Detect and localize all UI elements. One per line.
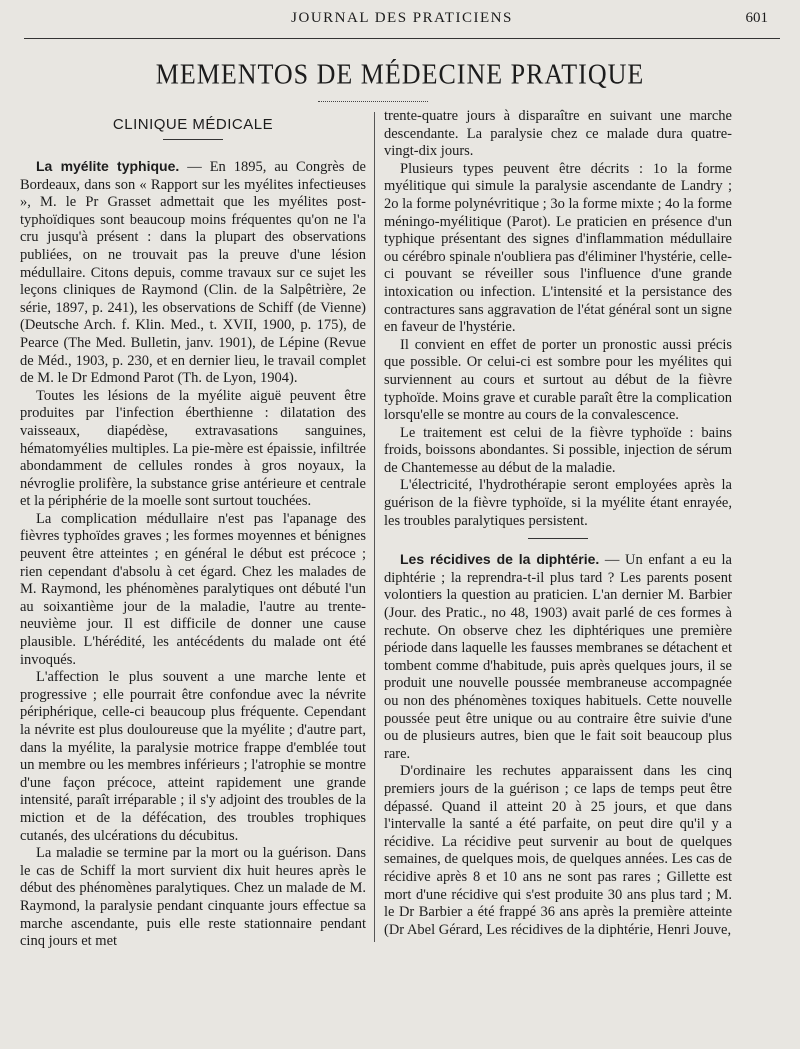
- paragraph: D'ordinaire les rechutes apparaissent dans les cinq premiers jours de la guérison ; ce laps de temps peut être dépassé. Quand il atteint 20 à 25 jours, et que dans l'intervalle la santé a été parfaite, on peut dire qu'il y a récidive. La récidive peut survenir au bout de quelques semaines, de quelques mois, de quelques années. Les cas de récidive après 8 et 10 ans ne sont pas rares ; Gillette est mort d'une récidive qui s'est produite 30 ans plus tard ; M. le Dr Barbier a été frappé 36 ans après la première atteinte (Dr Abel Gérard, Les récidives de la diphtérie, Henri Jouve,: [384, 763, 732, 938]
- paragraph: Le traitement est celui de la fièvre typhoïde : bains froids, boissons abondantes. Si possible, injection de sérum de Chantemesse au début de la maladie.: [384, 424, 732, 476]
- paragraph: La maladie se termine par la mort ou la guérison. Dans le cas de Schiff la mort survient dix huit heures après le début des phénomènes paralytiques. Chez un malade de M. Raymond, la paralysie pendant cinquante jours effectue sa marche ascendante, puis elle reste stationnaire pendant cinq jours et met: [20, 845, 366, 950]
- right-column: [384, 108, 732, 939]
- left-column: [20, 112, 366, 951]
- section-heading: CLINIQUE MÉDICALE: [112, 116, 274, 133]
- section-rule: [163, 139, 223, 140]
- paragraph: Toutes les lésions de la myélite aiguë peuvent être produites par l'infection éberthienne : dilatation des vaisseaux, diapédèse, extravasations sanguines, hématomyélies multiples. La pie-mère est épaissie, infiltrée abondamment de cellules rondes à gros noyaux, la névroglie prolifère, la substance grise antérieure et centrale et la périphérie de la moelle sont surtout touchées.: [20, 387, 366, 510]
- article-separator: [528, 538, 588, 539]
- page-number: 601: [745, 10, 768, 26]
- column-divider: [374, 112, 375, 942]
- paragraph: L'affection le plus souvent a une marche lente et progressive ; elle pourrait être confondue avec la névrite périphérique, celle-ci beaucoup plus fréquente. Cependant la névrite est plus douloureuse que la myélite ; d'autre part, dans la myélite, la paralysie motrice frappe d'emblée tout un membre ou les membres inférieurs ; l'atrophie se montre d'une façon précoce, atteint rapidement une grande intensité, paraît irréparable ; il s'y adjoint des troubles de la miction et de la défécation, des troubles trophiques cutanés, des ulcérations du décubitus.: [20, 669, 366, 844]
- article-runin-title: Les récidives de la diphtérie.: [400, 551, 600, 568]
- header-rule: [24, 38, 780, 39]
- title-ornament: [318, 101, 428, 102]
- paragraph: Il convient en effet de porter un pronostic aussi précis que possible. Or celui-ci est sombre pour les myélites qui surviennent au cours et surtout au début de la fièvre typhoïde. Moins grave et curable paraît être la complication lorsqu'elle se montre au cours de la convalescence.: [384, 336, 732, 424]
- paragraph: Les récidives de la diphtérie. — Un enfant a eu la diphtérie ; la reprendra-t-il plus tard ? Les parents posent volontiers la question au praticien. L'an dernier M. Barbier (Jour. des Pratic., no 48, 1903) avait parlé de ces formes à rechute. On observe chez les diphtériques une première période dans laquelle les fausses membranes se détachent et tombent comme d'habitude, puis après quelques jours, il se produit une nouvelle poussée membraneuse accompagnée ou non des phénomènes toxiques habituels. Cette nouvelle poussée peut être unique ou au contraire être suivie d'une ou de plusieurs autres, bien que le fait soit beaucoup plus rare.: [384, 551, 732, 762]
- page-title: MEMENTOS DE MÉDECINE PRATIQUE: [155, 58, 645, 91]
- running-title: JOURNAL DES PRATICIENS: [291, 10, 513, 26]
- paragraph: La myélite typhique. — En 1895, au Congrès de Bordeaux, dans son « Rapport sur les myélites infectieuses », M. le Pr Grasset admettait que les myélites post-typhoïdiques sont beaucoup moins fréquentes qu'on ne l'a cru jusqu'à présent : dans la plupart des observations publiées, on ne trouvait pas la preuve d'une lésion médullaire. Citons depuis, comme travaux sur ce sujet les leçons cliniques de Raymond (Clin. de la Salpêtrière, 2e série, 1897, p. 241), les observations de Schiff (de Vienne) (Deutsche Arch. f. Klin. Med., t. XVII, 1900, p. 175), de Pearce (The Med. Bulletin, janv. 1901), de Lépine (Revue de Méd., 1903, p. 230, et en dernier lieu, le travail complet de M. le Dr Edmond Parot (Th. de Lyon, 1904).: [20, 158, 366, 387]
- paragraph: La complication médullaire n'est pas l'apanage des fièvres typhoïdes graves ; les formes moyennes et bénignes peuvent être atteintes ; en général le début est précoce ; rien cependant d'absolu à cet égard. Chez les malades de M. Raymond, les phénomènes paralytiques ont débuté l'un au soixantième jour de la maladie, l'autre au trente-neuvième jour. Il est difficile de donner une cause plausible. L'hérédité, les antécédents du malade ont été invoqués.: [20, 510, 366, 668]
- paragraph: Plusieurs types peuvent être décrits : 1o la forme myélitique qui simule la paralysie ascendante de Landry ; 2o la forme polynévritique ; 3o la forme mixte ; 4o la forme méningo-myélitique (Parot). Le praticien en présence d'un typhique présentant des signes d'inflammation médullaire ou cérébro spinale n'oubliera pas d'éliminer l'hystérie, celle-ci pouvant se réveiller sous l'influence d'une grande intoxication ou infection. L'intensité et la persistance des contractures sans aggravation de l'état général sont un signe en faveur de l'hystérie.: [384, 160, 732, 336]
- article-runin-title: La myélite typhique.: [36, 158, 180, 174]
- running-head: [24, 10, 780, 32]
- paragraph: L'électricité, l'hydrothérapie seront employées après la guérison de la fièvre typhoïde, si la myélite étant enrayée, les troubles paralytiques persistent.: [384, 477, 732, 529]
- paragraph: trente-quatre jours à disparaître en suivant une marche descendante. La paralysie chez ce malade dura quatre-vingt-dix jours.: [384, 108, 732, 160]
